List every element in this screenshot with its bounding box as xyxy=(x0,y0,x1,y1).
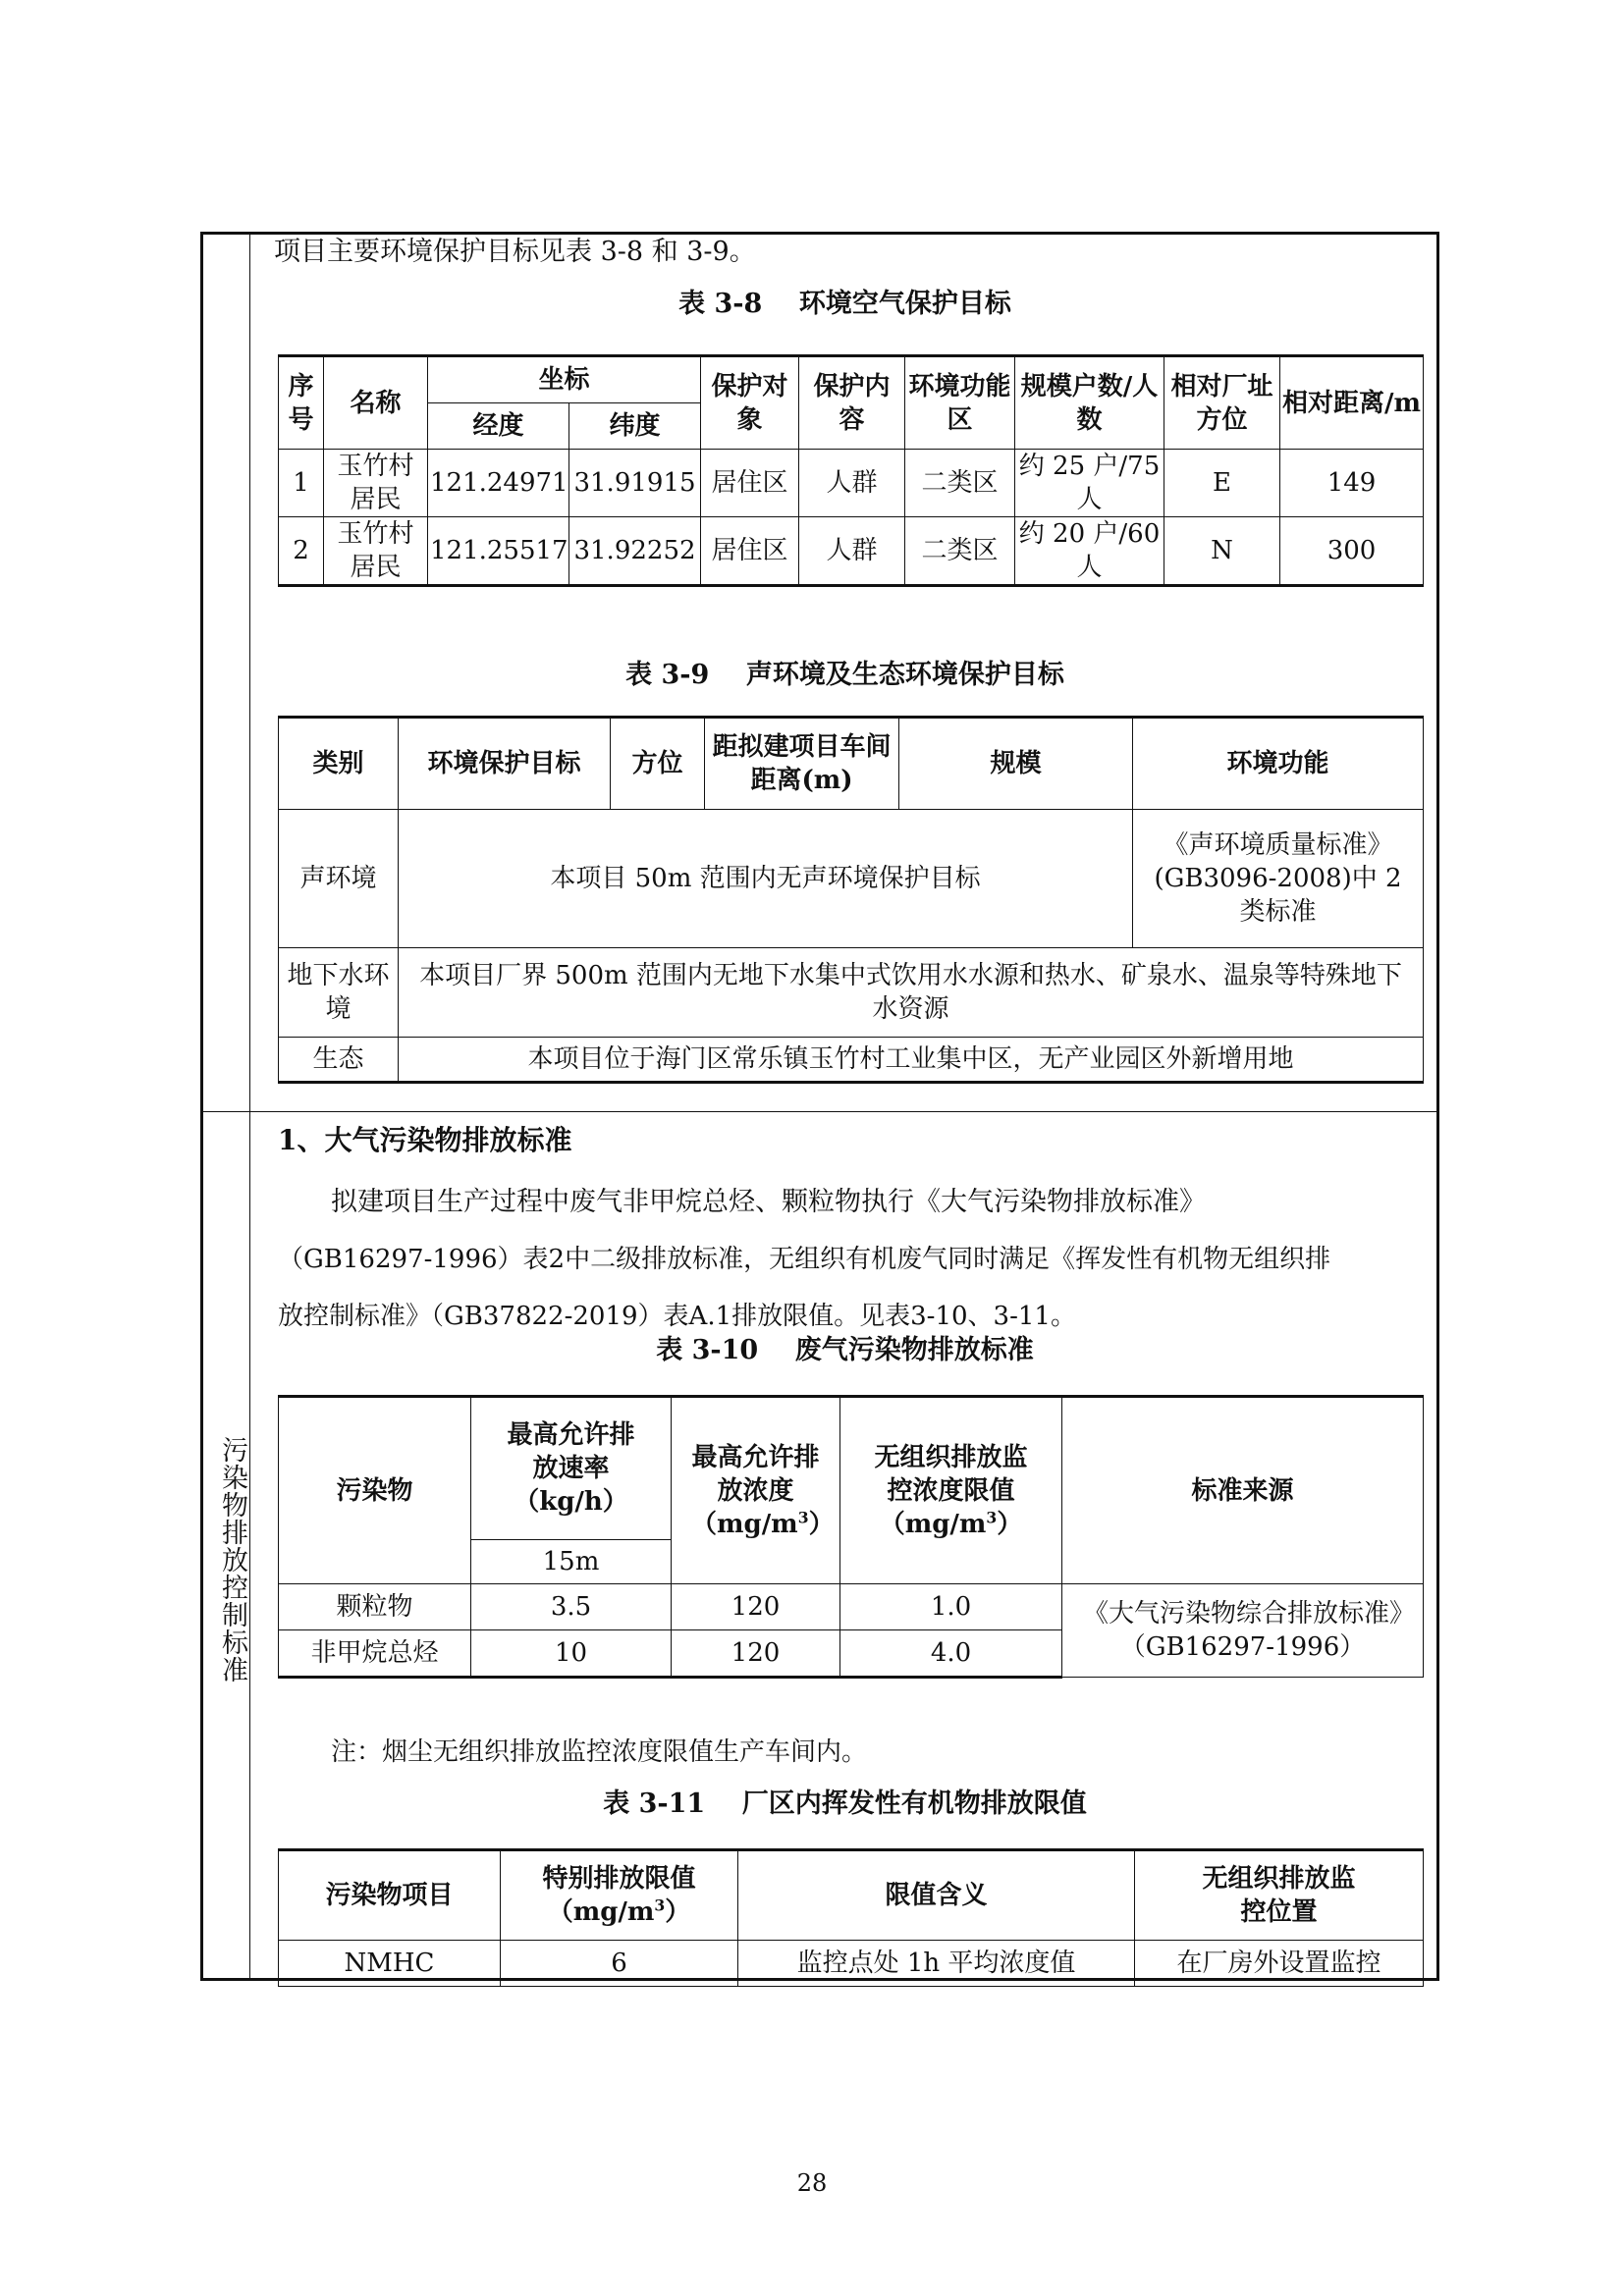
col-pos: 无组织排放监控位置 xyxy=(1135,1850,1424,1941)
col-dir: 相对厂址方位 xyxy=(1164,356,1280,450)
cell-zone: 二类区 xyxy=(905,517,1015,586)
cell-rate: 3.5 xyxy=(471,1584,672,1630)
table-3-10-caption: 表 3-10 废气污染物排放标准 xyxy=(656,1335,1034,1365)
section-protection-targets xyxy=(250,235,1439,1111)
cell-zone: 二类区 xyxy=(905,450,1015,517)
side-column xyxy=(203,235,250,1978)
col-conc-unit: （mg/m xyxy=(691,1509,798,1539)
col-seq: 序号 xyxy=(279,356,324,450)
cell-rate: 10 xyxy=(471,1630,672,1678)
table-3-9-caption: 表 3-9 声环境及生态环境保护目标 xyxy=(625,660,1064,690)
table-row xyxy=(279,450,1424,517)
cell-dist: 149 xyxy=(1280,450,1424,517)
cell-noise-text: 本项目 50m 范围内无声环境保护目标 xyxy=(399,810,1133,948)
cell-cat-noise: 声环境 xyxy=(279,810,399,948)
form-frame xyxy=(200,232,1439,1981)
col-func: 环境功能 xyxy=(1133,718,1424,810)
cell-conc: 120 xyxy=(672,1630,840,1678)
page-number: 28 xyxy=(796,2169,828,2197)
col-dir: 方位 xyxy=(611,718,705,810)
col-meaning: 限值含义 xyxy=(738,1850,1135,1941)
col-cat: 类别 xyxy=(279,718,399,810)
col-source: 标准来源 xyxy=(1062,1397,1424,1584)
cell-obj: 居住区 xyxy=(701,450,799,517)
cell-limit: 6 xyxy=(501,1941,738,1987)
cell-pos: 在厂房外设置监控 xyxy=(1135,1941,1424,1987)
cell-source: 《大气污染物综合排放标准》（GB16297-1996） xyxy=(1062,1584,1424,1678)
cell-meaning: 监控点处 1h 平均浓度值 xyxy=(738,1941,1135,1987)
col-fugitive-unit: （mg/m xyxy=(879,1509,987,1539)
table-3-8 xyxy=(278,354,1424,587)
cell-cat-eco: 生态 xyxy=(279,1038,399,1083)
cell-scale: 约 20 户/60 人 xyxy=(1015,517,1164,586)
col-limit-unit: （mg/m xyxy=(547,1897,655,1927)
col-dist: 相对距离/m xyxy=(1280,356,1424,450)
cell-scale: 约 25 户/75 人 xyxy=(1015,450,1164,517)
col-zone: 环境功能区 xyxy=(905,356,1015,450)
table-3-11 xyxy=(278,1848,1424,1987)
cell-seq: 1 xyxy=(279,450,324,517)
cell-fugitive: 1.0 xyxy=(840,1584,1062,1630)
cell-item: NMHC xyxy=(279,1941,501,1987)
col-name: 名称 xyxy=(324,356,428,450)
cell-content: 人群 xyxy=(799,517,905,586)
cell-eco-text: 本项目位于海门区常乐镇玉竹村工业集中区，无产业园区外新增用地 xyxy=(399,1038,1424,1083)
table-row xyxy=(279,810,1424,948)
paragraph-line-2: （GB16297-1996）表2中二级排放标准，无组织有机废气同时满足《挥发性有机物无组织排 xyxy=(278,1245,1331,1274)
cell-ground-text: 本项目厂界 500m 范围内无地下水集中式饮用水水源和热水、矿泉水、温泉等特殊地下水资源 xyxy=(399,948,1424,1038)
col-item: 污染物项目 xyxy=(279,1850,501,1941)
section-heading: 1、大气污染物排放标准 xyxy=(278,1124,572,1156)
col-rate: 最高允许排放速率（kg/h） xyxy=(471,1397,672,1540)
cell-conc: 120 xyxy=(672,1584,840,1630)
cell-content: 人群 xyxy=(799,450,905,517)
table-3-9 xyxy=(278,716,1424,1084)
col-fugitive: 无组织排放监控浓度限值 $(mg/m^3)$ xyxy=(840,1397,1062,1584)
cell-lat: 31.91915 xyxy=(569,450,701,517)
col-scale: 规模 xyxy=(899,718,1133,810)
table-row xyxy=(279,1941,1424,1987)
col-scale: 规模户数/人数 xyxy=(1015,356,1164,450)
col-height: 15m xyxy=(471,1540,672,1584)
cell-lat: 31.92252 xyxy=(569,517,701,586)
table-row xyxy=(279,948,1424,1038)
col-limit-label: 特别排放限值 xyxy=(542,1864,696,1894)
col-lat: 纬度 xyxy=(569,403,701,450)
cell-pollutant: 颗粒物 xyxy=(279,1584,471,1630)
col-obj: 保护对象 xyxy=(701,356,799,450)
intro-text: 项目主要环境保护目标见表 3-8 和 3-9。 xyxy=(274,237,756,267)
section-emission-standards xyxy=(250,1112,1439,1981)
paragraph-line-3: 放控制标准》（GB37822-2019）表A.1排放限值。见表3-10、3-11。 xyxy=(278,1302,1076,1331)
cell-name: 玉竹村居民 xyxy=(324,450,428,517)
table-3-11-caption: 表 3-11 厂区内挥发性有机物排放限值 xyxy=(603,1789,1087,1819)
col-lon: 经度 xyxy=(428,403,569,450)
cell-obj: 居住区 xyxy=(701,517,799,586)
cell-fugitive: 4.0 xyxy=(840,1630,1062,1678)
col-fugitive-label: 无组织排放监控浓度限值 xyxy=(874,1442,1028,1506)
table-3-8-caption: 表 3-8 环境空气保护目标 xyxy=(678,289,1011,319)
table-note: 注：烟尘无组织排放监控浓度限值生产车间内。 xyxy=(331,1737,868,1767)
col-limit: 特别排放限值 $(mg/m^3)$ xyxy=(501,1850,738,1941)
cell-pollutant: 非甲烷总烃 xyxy=(279,1630,471,1678)
col-target: 环境保护目标 xyxy=(399,718,611,810)
col-dist: 距拟建项目车间距离(m) xyxy=(705,718,899,810)
col-conc-label: 最高允许排放浓度 xyxy=(691,1442,820,1506)
cell-dir: N xyxy=(1164,517,1280,586)
cell-name: 玉竹村居民 xyxy=(324,517,428,586)
table-row xyxy=(279,517,1424,586)
col-content: 保护内容 xyxy=(799,356,905,450)
cell-cat-ground: 地下水环境 xyxy=(279,948,399,1038)
col-conc: 最高允许排放浓度 $(mg/m^3)$ xyxy=(672,1397,840,1584)
col-pollutant: 污染物 xyxy=(279,1397,471,1584)
table-3-10 xyxy=(278,1395,1424,1679)
cell-lon: 121.25517 xyxy=(428,517,569,586)
col-coord: 坐标 xyxy=(428,356,701,403)
table-row xyxy=(279,1038,1424,1083)
cell-noise-func: 《声环境质量标准》(GB3096-2008)中 2 类标准 xyxy=(1133,810,1424,948)
side-label-pollution-control: 污染物排放控制标准 xyxy=(217,1436,247,1683)
cell-lon: 121.24971 xyxy=(428,450,569,517)
cell-dir: E xyxy=(1164,450,1280,517)
paragraph-line-1: 拟建项目生产过程中废气非甲烷总烃、颗粒物执行《大气污染物排放标准》 xyxy=(331,1187,1206,1217)
cell-dist: 300 xyxy=(1280,517,1424,586)
table-row xyxy=(279,1584,1424,1630)
cell-seq: 2 xyxy=(279,517,324,586)
